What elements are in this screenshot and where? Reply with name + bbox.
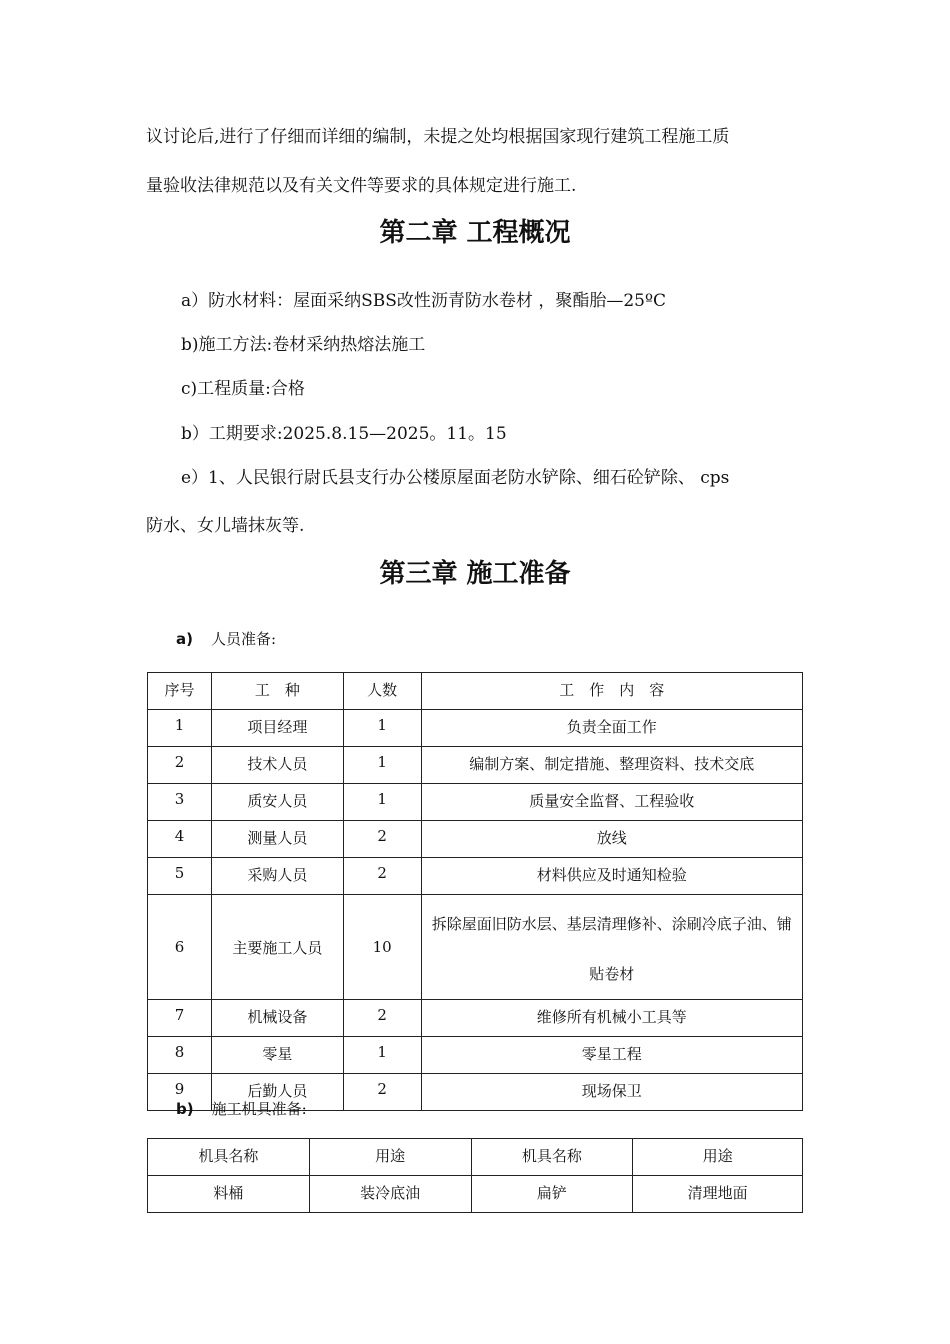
table-row (148, 1176, 803, 1213)
overview-item-e-cont: 防水、女儿墙抹灰等. (146, 516, 305, 536)
personnel-label: a) (176, 630, 193, 648)
cell-count: 1 (343, 784, 421, 821)
cell-count: 1 (343, 1037, 421, 1074)
tools-text: 施工机具准备: (211, 1100, 307, 1118)
cell-index: 2 (148, 747, 212, 784)
cell-tool-use: 装冷底油 (309, 1176, 471, 1213)
cell-duty: 现场保卫 (421, 1074, 802, 1111)
overview-item-b: b)施工方法:卷材采纳热熔法施工 (181, 335, 426, 355)
cell-count: 2 (343, 1000, 421, 1037)
cell-role: 项目经理 (211, 710, 343, 747)
table-row (148, 1000, 803, 1037)
table-header-row (148, 1139, 803, 1176)
table-row (148, 895, 803, 1000)
cell-role: 技术人员 (211, 747, 343, 784)
table-header-row (148, 673, 803, 710)
header-cell: 机具名称 (148, 1139, 310, 1176)
tools-heading (176, 1098, 307, 1120)
cell-index: 8 (148, 1037, 212, 1074)
table-row (148, 1037, 803, 1074)
cell-index: 7 (148, 1000, 212, 1037)
cell-index: 3 (148, 784, 212, 821)
cell-role: 零星 (211, 1037, 343, 1074)
cell-duty: 拆除屋面旧防水层、基层清理修补、涂刷冷底子油、铺贴卷材 (421, 895, 802, 1000)
personnel-text: 人员准备: (210, 630, 277, 648)
cell-role: 机械设备 (211, 1000, 343, 1037)
cell-tool-name: 扁铲 (471, 1176, 633, 1213)
table-row (148, 784, 803, 821)
cell-duty: 质量安全监督、工程验收 (421, 784, 802, 821)
header-cell: 用途 (633, 1139, 803, 1176)
overview-item-schedule: b）工期要求:2025.8.15—2025。11。15 (181, 424, 507, 444)
cell-role: 采购人员 (211, 858, 343, 895)
cell-index: 4 (148, 821, 212, 858)
header-cell: 工 作 内 容 (421, 673, 802, 710)
cell-count: 2 (343, 821, 421, 858)
cell-index: 9 (148, 1074, 212, 1111)
overview-item-a: a）防水材料：屋面采纳SBS改性沥青防水卷材 ，聚酯胎—25ºC (181, 291, 666, 311)
cell-role: 主要施工人员 (211, 895, 343, 1000)
header-cell: 工 种 (211, 673, 343, 710)
cell-role: 后勤人员 (211, 1074, 343, 1111)
header-cell: 机具名称 (471, 1139, 633, 1176)
header-cell: 人数 (343, 673, 421, 710)
cell-tool-use: 清理地面 (633, 1176, 803, 1213)
table-row (148, 858, 803, 895)
overview-item-e: e）1、人民银行尉氏县支行办公楼原屋面老防水铲除、细石砼铲除、 cps (181, 468, 730, 488)
cell-duty: 材料供应及时通知检验 (421, 858, 802, 895)
intro-line-2: 量验收法律规范以及有关文件等要求的具体规定进行施工. (146, 176, 577, 196)
cell-tool-name: 料桶 (148, 1176, 310, 1213)
cell-index: 5 (148, 858, 212, 895)
cell-duty: 零星工程 (421, 1037, 802, 1074)
header-cell: 序号 (148, 673, 212, 710)
overview-item-c: c)工程质量:合格 (181, 379, 305, 399)
intro-line-1: 议讨论后,进行了仔细而详细的编制，未提之处均根据国家现行建筑工程施工质 (146, 127, 730, 147)
cell-count: 1 (343, 747, 421, 784)
cell-duty: 编制方案、制定措施、整理资料、技术交底 (421, 747, 802, 784)
tools-label: b) (176, 1100, 194, 1118)
table-row (148, 710, 803, 747)
cell-duty: 负责全面工作 (421, 710, 802, 747)
cell-role: 测量人员 (211, 821, 343, 858)
tools-table (147, 1138, 803, 1213)
chapter-3-title: 第三章 施工准备 (379, 559, 571, 589)
personnel-table (147, 672, 803, 1111)
chapter-2-title: 第二章 工程概况 (379, 218, 571, 248)
table-row (148, 821, 803, 858)
cell-count: 10 (343, 895, 421, 1000)
cell-duty: 维修所有机械小工具等 (421, 1000, 802, 1037)
cell-duty: 放线 (421, 821, 802, 858)
cell-index: 1 (148, 710, 212, 747)
cell-role: 质安人员 (211, 784, 343, 821)
cell-count: 1 (343, 710, 421, 747)
cell-count: 2 (343, 858, 421, 895)
cell-index: 6 (148, 895, 212, 1000)
cell-count: 2 (343, 1074, 421, 1111)
header-cell: 用途 (309, 1139, 471, 1176)
table-row (148, 747, 803, 784)
personnel-heading (176, 628, 276, 650)
